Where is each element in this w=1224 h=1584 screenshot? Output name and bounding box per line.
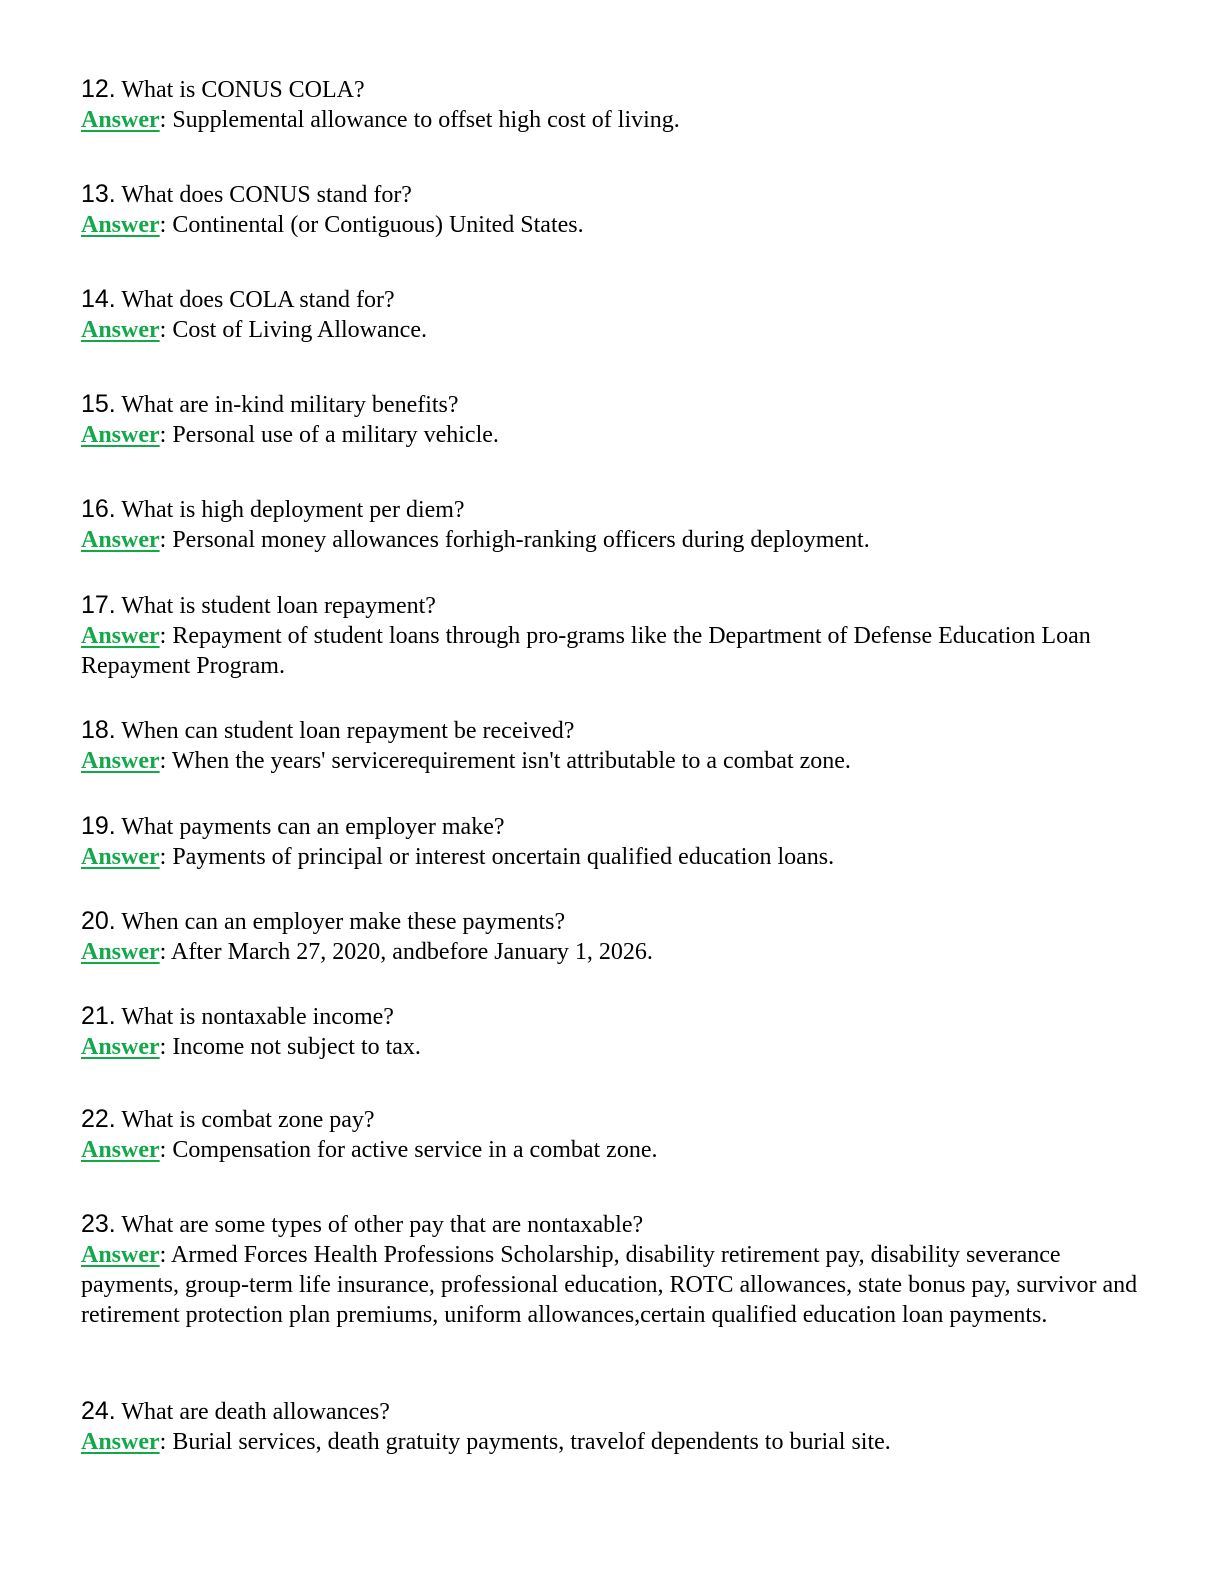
answer-text: Personal use of a military vehicle. <box>172 422 499 448</box>
answer-label: Answer <box>81 844 160 870</box>
qa-item-20 <box>81 906 1151 967</box>
answer-label: Answer <box>81 1242 160 1268</box>
answer: Answer: Personal money allowances forhigh-ranking officers during deployment. <box>81 527 870 553</box>
answer-label: Answer <box>81 939 160 965</box>
answer: Answer: Cost of Living Allowance. <box>81 317 427 343</box>
answer-text: When the years' servicerequirement isn't attributable to a combat zone. <box>171 748 851 774</box>
answer: Answer: Compensation for active service in a combat zone. <box>81 1137 658 1163</box>
question <box>81 179 1151 210</box>
question-number: 20. <box>81 907 116 935</box>
question-number: 15. <box>81 390 116 418</box>
question-number: 19. <box>81 812 116 840</box>
answer-text: Income not subject to tax. <box>172 1034 421 1060</box>
question-text: What is CONUS COLA? <box>121 77 365 103</box>
question-text: When can student loan repayment be received? <box>121 718 575 744</box>
question <box>81 74 1151 105</box>
question-text: What are some types of other pay that are nontaxable? <box>121 1212 644 1238</box>
question-text: What does COLA stand for? <box>121 287 395 313</box>
answer: Answer: Income not subject to tax. <box>81 1034 421 1060</box>
question-number: 17. <box>81 591 116 619</box>
qa-item-16 <box>81 494 1151 555</box>
answer: Answer: Supplemental allowance to offset high cost of living. <box>81 107 680 133</box>
answer: Answer: Continental (or Contiguous) United States. <box>81 212 584 238</box>
qa-item-17 <box>81 590 1151 681</box>
question-text: What are in-kind military benefits? <box>121 392 459 418</box>
question-number: 16. <box>81 495 116 523</box>
answer-label: Answer <box>81 748 160 774</box>
question-number: 18. <box>81 716 116 744</box>
question-number: 23. <box>81 1210 116 1238</box>
answer: Answer: After March 27, 2020, andbefore January 1, 2026. <box>81 939 653 965</box>
question-text: When can an employer make these payments? <box>121 909 566 935</box>
question-text: What are death allowances? <box>121 1399 390 1425</box>
answer: Answer: Payments of principal or interest oncertain qualified education loans. <box>81 844 835 870</box>
answer: Answer: Burial services, death gratuity payments, travelof dependents to burial site. <box>81 1429 891 1455</box>
answer-text: Burial services, death gratuity payments, travelof dependents to burial site. <box>172 1429 891 1455</box>
question <box>81 284 1151 315</box>
question <box>81 389 1151 420</box>
question <box>81 811 1151 842</box>
question <box>81 494 1151 525</box>
question-number: 24. <box>81 1397 116 1425</box>
question <box>81 1001 1151 1032</box>
answer-text: Compensation for active service in a combat zone. <box>172 1137 658 1163</box>
answer: Answer: Armed Forces Health Professions Scholarship, disability retirement pay, disability severance payments, group-term life insurance, professional education, ROTC allowances, state bonus pay, survivor and retirement protection plan premiums, uniform allowances,certain qualified education loan payments. <box>81 1242 1138 1328</box>
question-number: 14. <box>81 285 116 313</box>
question-text: What payments can an employer make? <box>121 814 505 840</box>
qa-item-15 <box>81 389 1151 450</box>
answer: Answer: When the years' servicerequirement isn't attributable to a combat zone. <box>81 748 851 774</box>
answer: Answer: Personal use of a military vehicle. <box>81 422 499 448</box>
qa-item-23 <box>81 1209 1151 1330</box>
qa-item-21 <box>81 1001 1151 1062</box>
answer-label: Answer <box>81 1429 160 1455</box>
qa-item-18 <box>81 715 1151 776</box>
answer-label: Answer <box>81 422 160 448</box>
question <box>81 906 1151 937</box>
question-text: What is student loan repayment? <box>121 593 436 619</box>
answer-label: Answer <box>81 527 160 553</box>
answer-label: Answer <box>81 107 160 133</box>
question-number: 22. <box>81 1105 116 1133</box>
question <box>81 1396 1151 1427</box>
answer-text: Continental (or Contiguous) United States. <box>172 212 584 238</box>
answer-text: Armed Forces Health Professions Scholarship, disability retirement pay, disability severance payments, group-term life insurance, professional education, ROTC allowances, state bonus pay, survivor and retirement protection plan premiums, uniform allowances,certain qualified education loan payments. <box>81 1242 1138 1328</box>
question-text: What is high deployment per diem? <box>121 497 465 523</box>
answer-text: Payments of principal or interest oncertain qualified education loans. <box>172 844 835 870</box>
qa-item-13 <box>81 179 1151 240</box>
question-text: What does CONUS stand for? <box>121 182 412 208</box>
answer-text: After March 27, 2020, andbefore January 1, 2026. <box>171 939 653 965</box>
answer-label: Answer <box>81 1034 160 1060</box>
answer-text: Repayment of student loans through pro-grams like the Department of Defense Education Loan Repayment Program. <box>81 623 1091 679</box>
question-text: What is nontaxable income? <box>121 1004 394 1030</box>
answer-text: Personal money allowances forhigh-ranking officers during deployment. <box>172 527 870 553</box>
answer-label: Answer <box>81 317 160 343</box>
qa-item-14 <box>81 284 1151 345</box>
qa-item-22 <box>81 1104 1151 1165</box>
question <box>81 590 1151 621</box>
answer: Answer: Repayment of student loans through pro-grams like the Department of Defense Education Loan Repayment Program. <box>81 623 1091 679</box>
answer-label: Answer <box>81 212 160 238</box>
question-number: 21. <box>81 1002 116 1030</box>
qa-item-12 <box>81 74 1151 135</box>
question-number: 13. <box>81 180 116 208</box>
qa-item-24 <box>81 1396 1151 1457</box>
question-text: What is combat zone pay? <box>121 1107 375 1133</box>
question-number: 12. <box>81 75 116 103</box>
answer-text: Cost of Living Allowance. <box>172 317 427 343</box>
question <box>81 715 1151 746</box>
answer-label: Answer <box>81 1137 160 1163</box>
question <box>81 1104 1151 1135</box>
answer-label: Answer <box>81 623 160 649</box>
answer-text: Supplemental allowance to offset high cost of living. <box>172 107 680 133</box>
question <box>81 1209 1151 1240</box>
qa-item-19 <box>81 811 1151 872</box>
